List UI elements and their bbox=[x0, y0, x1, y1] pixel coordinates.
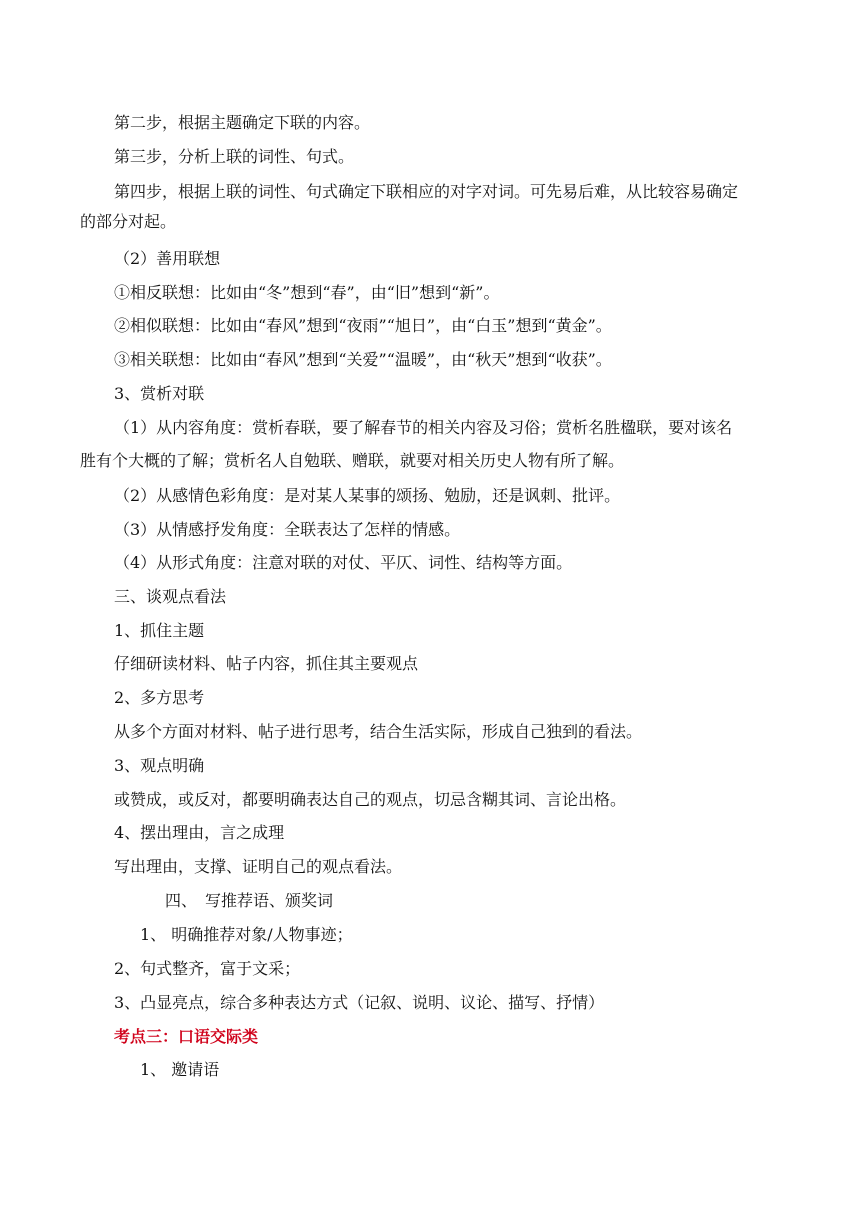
text-line: （2）善用联想 bbox=[114, 249, 221, 268]
text-line: （4）从形式角度：注意对联的对仗、平仄、词性、结构等方面。 bbox=[114, 553, 573, 572]
text-line: 2、多方思考 bbox=[114, 688, 205, 707]
text-line: 第四步，根据上联的词性、句式确定下联相应的对字对词。可先易后难，从比较容易确定 bbox=[114, 182, 739, 201]
text-line: （3）从情感抒发角度：全联表达了怎样的情感。 bbox=[114, 520, 461, 539]
text-line: 3、观点明确 bbox=[114, 756, 205, 775]
text-line: 3、凸显亮点，综合多种表达方式（记叙、说明、议论、描写、抒情） bbox=[114, 993, 605, 1012]
section-heading: 三、谈观点看法 bbox=[114, 587, 227, 606]
text-line: 2、句式整齐，富于文采； bbox=[114, 959, 301, 978]
text-line: 3、赏析对联 bbox=[114, 384, 205, 403]
text-line: 第三步，分析上联的词性、句式。 bbox=[114, 147, 355, 166]
text-line: （2）从感情色彩角度：是对某人某事的颂扬、勉励，还是讽刺、批评。 bbox=[114, 486, 621, 505]
section-heading: 四、 写推荐语、颁奖词 bbox=[165, 891, 334, 910]
text-line: 1、 邀请语 bbox=[140, 1060, 220, 1079]
text-line: 的部分对起。 bbox=[80, 212, 177, 231]
text-line: 胜有个大概的了解；赏析名人自勉联、赠联，就要对相关历史人物有所了解。 bbox=[80, 451, 625, 470]
text-line: 1、 明确推荐对象/人物事迹； bbox=[140, 925, 353, 944]
text-line: 仔细研读材料、帖子内容，抓住其主要观点 bbox=[114, 654, 419, 673]
text-line: （1）从内容角度：赏析春联，要了解春节的相关内容及习俗；赏析名胜楹联，要对该名 bbox=[114, 418, 733, 437]
text-line: 4、摆出理由，言之成理 bbox=[114, 823, 285, 842]
text-line: ①相反联想：比如由“冬”想到“春”，由“旧”想到“新”。 bbox=[114, 283, 500, 302]
text-line: 第二步，根据主题确定下联的内容。 bbox=[114, 113, 371, 132]
text-line: 写出理由，支撑、证明自己的观点看法。 bbox=[114, 857, 403, 876]
text-line: 从多个方面对材料、帖子进行思考，结合生活实际，形成自己独到的看法。 bbox=[114, 722, 643, 741]
text-line: ③相关联想：比如由“春风”想到“关爱”“温暖”，由“秋天”想到“收获”。 bbox=[114, 350, 612, 369]
text-line: 或赞成，或反对，都要明确表达自己的观点，切忌含糊其词、言论出格。 bbox=[114, 790, 627, 809]
text-line: ②相似联想：比如由“春风”想到“夜雨”“旭日”，由“白玉”想到“黄金”。 bbox=[114, 316, 612, 335]
exam-point-heading: 考点三：口语交际类 bbox=[114, 1027, 259, 1046]
text-line: 1、抓住主题 bbox=[114, 621, 205, 640]
